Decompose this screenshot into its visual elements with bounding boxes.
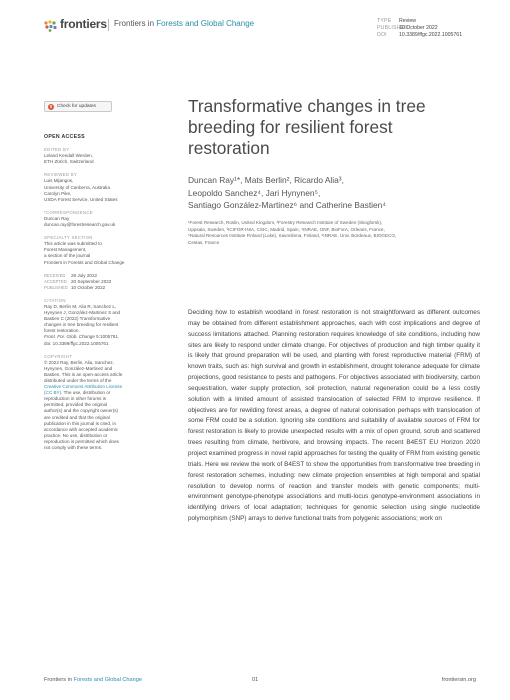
correspondence[interactable]: Duncan Ray duncan.ray@forestresearch.gov.uk <box>44 215 116 228</box>
cc-by-license-link[interactable]: Creative Commons Attribution License (CC BY) <box>44 384 123 396</box>
edited-by: Leland Kendall Werden, ETH Zürich, Switzerland <box>44 153 94 165</box>
footer-journal: Frontiers in Forests and Global Change <box>44 677 142 683</box>
sidebar <box>44 134 162 458</box>
copyright: © 2022 Ray, Berlin, Alia, Sanchez, Hynynen, González-Martinez and Bastien. This is an open-access article distributed under the terms of the Creative Commons Attribution License (CC BY). The use, distribution or reproduction in other forums is permitted, provided the original author(s) and the copyright owner(s) are credited and that the original publication in this journal is cited, in accordance with accepted academic practice. No use, distribution or reproduction is permitted which does not comply with these terms. <box>44 359 123 451</box>
edited-by-section: EDITED BY Leland Kendall Werden, ETH Zürich, Switzerland <box>44 147 162 165</box>
correspondence-section: *CORRESPONDENCE Duncan Ray duncan.ray@forestresearch.gov.uk <box>44 210 162 228</box>
date-accepted: ACCEPTED 20 September 2022 <box>44 278 112 284</box>
author-list: Duncan Ray¹*, Mats Berlin², Ricardo Alia³, Leopoldo Sanchez⁴, Jari Hynynen⁵, Santiago González-Martinez⁶ and Catherine Bastien⁴ <box>188 175 386 211</box>
open-access-label: OPEN ACCESS <box>44 134 85 140</box>
journal-title[interactable] <box>114 19 254 28</box>
specialty-section: SPECIALTY SECTION This article was submitted to Forest Management, a section of the journal Frontiers in Forests and Global Change <box>44 235 162 265</box>
citation: Ray D, Berlin M, Alia R, Sanchez L, Hynynen J, González-Martinez S and Bastien C (2022) Transformative changes in tree breeding for resilient forest restoration. Front. For. Glob. Change 5:1005761. doi: 10.3389/ffgc.2022.1005761 <box>44 303 121 346</box>
affiliations: ¹Forest Research, Roslin, United Kingdom, ²Forestry Research Institute of Sweden (Skogforsk), Uppsala, Sweden, ³ICIFOR-INIA, CSIC, Madrid, Spain, ⁴INRAE, ONF, BioForA, Orleans, France, ⁵Natural Resources Institute Finland (Luke), Savonlinna, Finland, ⁶INRAE, Univ. Bordeaux, BIOGECO, Cestas, France <box>188 220 397 245</box>
date-received: RECEIVED 28 July 2022 <box>44 272 98 278</box>
meta-doi[interactable]: DOI 10.3389/ffgc.2022.1005761 <box>377 32 463 38</box>
check-for-updates-button[interactable] <box>44 101 112 112</box>
article-title: Transformative changes in tree breeding for resilient forest restoration <box>188 96 426 158</box>
abstract-text: Deciding how to establish woodland in forest restoration is not straightforward as different outcomes may be obtained from different establishment approaches, each with cost implications and degree of success limitations attached. Planning restoration requires knowledge of site conditions, including how sites are likely to respond under climate change. For objectives of production and high timber quality it is likely that ground preparation will be used, and planting with forest reproductive material (FRM) of known traits, such as: high survival and growth in establishment, drought tolerance adequate for climate projections, good resistance to pests and pathogens. For objectives associated with biodiversity, carbon sequestration, water supply protection, soil protection, natural regeneration could be a less costly solution with a limited amount of assisted translocation of selected FRM to improve resilience. If objectives are for rewilding forest areas, a degree of natural colonisation perhaps with translocation of some FRM could be a solution. Ignoring site conditions and suitability of available sources of FRM for forest restoration is likely to provide unexpected results with a mix of open ground, scrub and scattered trees resulting from climate, herbivore, and browsing impacts. The recent B4EST EU Horizon 2020 project examined progress in novel rapid approaches for testing the quality of FRM from existing genetic trials. Here we review the work of B4EST to show the opportunities from transformative tree breeding in forest restoration schemes, including: new climate projection ensembles at high temporal and spatial resolution to develop norms of reaction and transfer models with genetic components; multi-environment genotype-phenotype associations and multi-locus genotype-environment associations in identifying drivers of local adaptation; techniques for genomic selection using single nucleotide polymorphism (SNP) arrays to derive functional traits from polygenic associations; work on <box>188 309 480 523</box>
copyright-section: COPYRIGHT © 2022 Ray, Berlin, Alia, Sanchez, Hynynen, González-Martinez and Bastien. This is an open-access article distributed under the terms of the Creative Commons Attribution License (CC BY). The use, distribution or reproduction in other forums is permitted, provided the original author(s) and the copyright owner(s) are credited and that the original publication in this journal is cited, in accordance with accepted academic practice. No use, distribution or reproduction is permitted which does not comply with these terms. <box>44 354 162 452</box>
footer-website-link[interactable]: frontiersin.org <box>441 677 476 683</box>
citation-section: CITATION Ray D, Berlin M, Alia R, Sanchez L, Hynynen J, González-Martinez S and Bastien C (2022) Transformative changes in tree breeding for resilient forest restoration. Front. For. Glob. Change 5:1005761. doi: 10.3389/ffgc.2022.1005761 <box>44 298 162 347</box>
frontiers-logo-icon <box>44 19 58 31</box>
page-number: 01 <box>252 677 259 683</box>
specialty: This article was submitted to Forest Management, a section of the journal Frontiers in Forests and Global Change <box>44 241 125 265</box>
date-published: PUBLISHED 10 October 2022 <box>44 284 106 290</box>
brand-name[interactable]: frontiers <box>60 17 107 31</box>
journal-prefix: Frontiers in <box>114 19 155 28</box>
check-for-updates-label: Check for updates <box>57 104 96 109</box>
meta-published: PUBLISHED10 October 2022 <box>377 25 438 31</box>
update-icon <box>48 104 54 110</box>
meta-type: TYPE Review <box>377 18 417 24</box>
reviewed-by-section: REVIEWED BY Luis Mijangos, University of Canberra, Australia Carolyn Pike, USDA Forest Service, United States <box>44 172 162 202</box>
reviewed-by: Luis Mijangos, University of Canberra, Australia Carolyn Pike, USDA Forest Service, United States <box>44 178 118 202</box>
citation-journal: Front. For. Glob. Change <box>44 334 95 340</box>
journal-name: Forests and Global Change <box>156 19 255 28</box>
dates-section <box>44 273 162 291</box>
article-meta <box>377 18 462 39</box>
header-divider <box>108 19 109 31</box>
